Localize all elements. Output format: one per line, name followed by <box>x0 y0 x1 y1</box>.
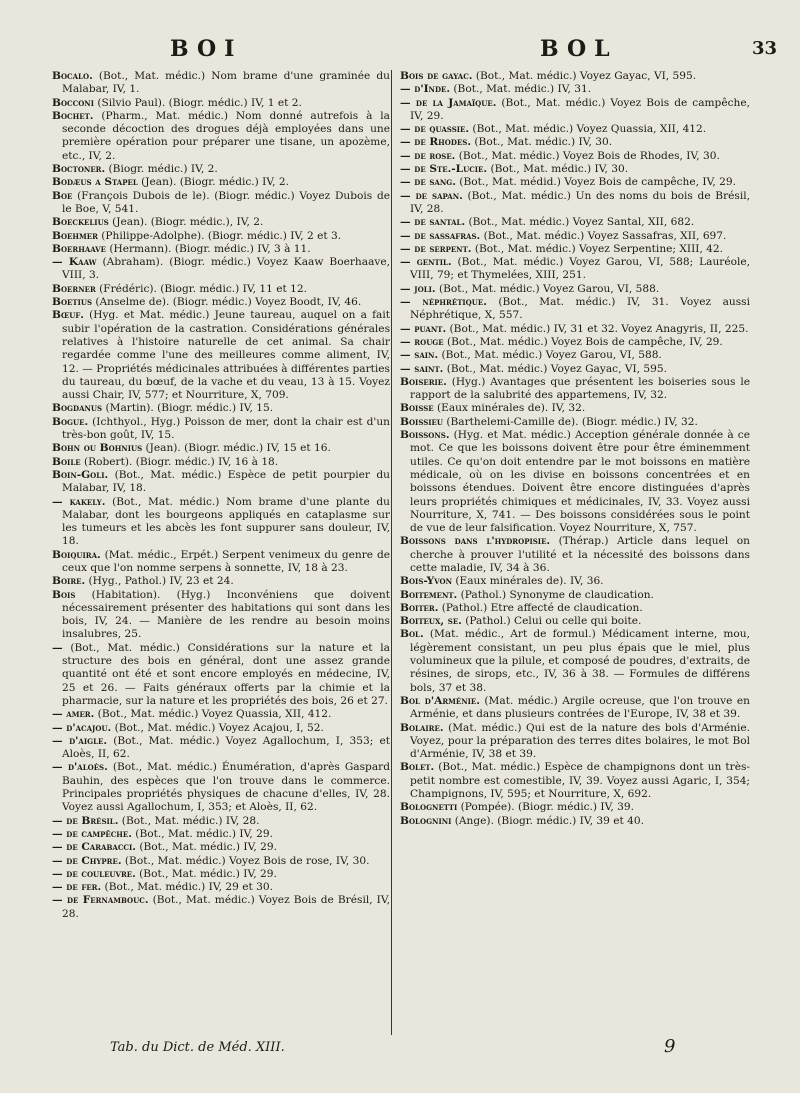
entry-headword: Boctoner. <box>52 163 106 176</box>
entry-text: (Mat. médic., Art de formul.) Médicament interne, mou, légèrement consistant, un peu plus épais que le miel, plus volumineux que la pilule, et composé de poudres, d'extraits, de résines, de sirops, etc., IV, 36 à 38. — Formules de différens bols, 37 et 38. <box>410 628 750 694</box>
entry-headword: Bolognini <box>400 814 452 827</box>
index-entry <box>400 815 750 828</box>
entry-headword: Bol. <box>400 628 424 641</box>
entry-headword: Boissons. <box>400 429 450 442</box>
index-entry <box>52 841 390 854</box>
entry-text: (Pathol.) Etre affecté de claudication. <box>438 601 643 614</box>
entry-text: (Bot., Mat. médic.) Voyez Quassia, XII, 412. <box>469 123 707 136</box>
entry-headword: — saint. <box>400 362 444 375</box>
index-entry <box>400 230 750 243</box>
entry-headword: Bogue. <box>52 415 89 428</box>
entry-headword: Boitement. <box>400 588 458 601</box>
index-entry <box>52 881 390 894</box>
entry-headword: — de sassafras. <box>400 229 481 242</box>
index-entry <box>52 97 390 110</box>
entry-text: (Pathol.) Synonyme de claudication. <box>457 588 654 601</box>
entry-text: (Bot., Mat. médic.) Voyez Sassafras, XII, 697. <box>480 229 727 242</box>
entry-text: (Bot., Mat. médic.) Considérations sur la nature et la structure des bois en général, dont une assez grande quantité ont été et sont encore employés en médecine, IV, 25 et 26. — Faits généraux offerts par la chimie et la pharmacie, sur la nature et les propriétés des bois, 26 et 27. <box>62 641 390 707</box>
index-entry <box>52 110 390 163</box>
index-entry <box>52 828 390 841</box>
entry-headword: — sain. <box>400 349 439 362</box>
entry-headword: — Kaaw <box>52 256 97 269</box>
index-entry <box>52 815 390 828</box>
entry-text: (Bot., Mat. médic.) Voyez Gayac, VI, 595. <box>472 70 697 82</box>
running-head-left: BOI <box>170 36 243 62</box>
entry-headword: — de Brésil. <box>52 814 119 827</box>
index-entry <box>400 615 750 628</box>
index-entry <box>52 402 390 415</box>
entry-headword: — d'aloès. <box>52 761 108 774</box>
index-entry <box>400 83 750 96</box>
entry-headword: Boile <box>52 455 81 468</box>
index-entry <box>400 256 750 283</box>
entry-headword: Boeckelius <box>52 216 109 229</box>
entry-headword: — de santal. <box>400 216 466 229</box>
index-entry <box>400 296 750 323</box>
index-entry <box>400 402 750 415</box>
entry-text: (Bot., Mat. médic.) Nom brame d'une graminée du Malabar, IV, 1. <box>62 70 390 96</box>
entry-headword: Bochet. <box>52 109 94 122</box>
index-entry <box>52 469 390 496</box>
entry-text: (Bot., Mat. médic.) IV, 30. <box>471 136 613 149</box>
entry-headword: Bois <box>52 588 76 601</box>
entry-headword: Boin-Goli. <box>52 468 109 481</box>
entry-headword: Boehmer <box>52 229 98 242</box>
entry-headword: Bocalo. <box>52 70 93 82</box>
entry-headword: Boerhaave <box>52 242 106 255</box>
entry-headword: — de la Jamaïque. <box>400 96 497 109</box>
entry-text: (Pharm., Mat. médic.) Nom donné autrefois à la seconde décoction des drogues déjà employées dans une première opération pour préparer une tisane, un apozème, etc., IV, 2. <box>62 109 390 162</box>
index-entry <box>400 163 750 176</box>
entry-headword: Bodæus a Stapel <box>52 176 138 189</box>
index-entry <box>400 575 750 588</box>
entry-headword: Bohn ou Bohnius <box>52 442 143 455</box>
entry-headword: — de Fernambouc. <box>52 894 149 907</box>
entry-text: (Bot., Mat. médic.) IV, 30. <box>487 163 629 176</box>
index-entry <box>400 136 750 149</box>
entry-text: (Bot., Mat. médic.) IV, 29. <box>135 841 277 854</box>
index-entry <box>52 296 390 309</box>
entry-text: (Bot., Mat. médic.) Voyez Santal, XII, 682. <box>465 216 695 229</box>
index-entry <box>52 549 390 576</box>
entry-text: (Eaux minérales de). IV, 36. <box>451 575 604 588</box>
entry-headword: Boissieu <box>400 415 443 428</box>
entry-headword: — de Ste.-Lucie. <box>400 163 488 176</box>
entry-headword: Bogdanus <box>52 402 103 415</box>
entry-text: (Bot., Mat. médic.) Voyez Garou, VI, 588; Lauréole, VIII, 79; et Thymelées, XIII, 251. <box>410 256 750 282</box>
index-entry <box>52 708 390 721</box>
entry-text: (Philippe-Adolphe). (Biogr. médic.) IV, 2 et 3. <box>97 229 342 242</box>
entry-text: (Bot., Mat. médic.) Un des noms du bois de Brésil, IV, 28. <box>410 189 750 215</box>
entry-text: (Bot., Mat. médic.) Nom brame d'une plante du Malabar, dont les bourgeons appliqués en cataplasme sur les tumeurs et les abcès les font suppurer sans douleur, IV, 18. <box>62 495 391 548</box>
entry-text: (Bot., Mat. médic.) Voyez Bois de rose, IV, 30. <box>121 854 370 867</box>
entry-text: (Hyg.) Avantages que présentent les boiseries sous le rapport de la salubrité des appartemens, IV, 32. <box>410 375 750 402</box>
index-entry <box>400 283 750 296</box>
entry-headword: — d'Inde. <box>400 83 451 96</box>
entry-headword: Boissons dans l'hydropisie. <box>400 535 551 548</box>
entry-headword: Boerner <box>52 282 96 295</box>
entry-headword: — gentil. <box>400 256 452 269</box>
entry-headword: Boe <box>52 189 73 202</box>
entry-text: (Bot., Mat. médic.) IV, 31 et 32. Voyez Anagyris, II, 225. <box>446 322 749 335</box>
entry-headword: — puant. <box>400 322 447 335</box>
entry-text: (Biogr. médic.) IV, 2. <box>105 163 218 176</box>
entry-headword: — kakely. <box>52 495 106 508</box>
entry-headword: — d'acajou. <box>52 721 112 734</box>
entry-text: (Thérap.) Article dans lequel on cherche à prouver l'utilité et la nécessité des boissons dans cette maladie, IV, 34 à 36. <box>410 535 750 574</box>
entry-headword: — joli. <box>400 282 436 295</box>
index-entry <box>52 642 390 708</box>
entry-text: (Bot., Mat. médic.) IV, 29. <box>131 827 273 840</box>
entry-headword: Bocconi <box>52 96 94 109</box>
entry-text: (Bot., Mat. médic.) Énumération, d'après Gaspard Bauhin, des espèces que l'on trouve dans le commerce. Principales propriétés physiques de chacune d'elles, IV, 28. Voyez aussi Agallochum, I, 353; et Aloès, II, 62. <box>62 761 390 814</box>
entry-text: (Mat. médic.) Argile ocreuse, que l'on trouve en Arménie, et dans plusieurs contrées de l'Europe, IV, 38 et 39. <box>410 694 750 721</box>
entry-headword: — de Carabacci. <box>52 841 136 854</box>
entry-text: (Ichthyol., Hyg.) Poisson de mer, dont la chair est d'un très-bon goût, IV, 15. <box>62 415 390 442</box>
index-entry <box>52 70 390 97</box>
index-entry <box>400 801 750 814</box>
index-entry <box>52 243 390 256</box>
running-head-right: BOL <box>540 36 618 62</box>
entry-text: (Martin). (Biogr. médic.) IV, 15. <box>102 402 274 415</box>
entry-headword: Boiserie. <box>400 375 447 388</box>
page-number: 33 <box>752 38 778 59</box>
index-entry <box>52 894 390 921</box>
entry-headword: Boiter. <box>400 601 439 614</box>
index-entry <box>52 216 390 229</box>
index-entry <box>400 349 750 362</box>
entry-headword: — de Chypre. <box>52 854 122 867</box>
index-entry <box>52 416 390 443</box>
signature-mark: 9 <box>664 1036 676 1057</box>
entry-text: (Bot., Mat. médic.) IV, 31. <box>450 83 592 96</box>
index-entry <box>400 363 750 376</box>
entry-text: (Bot., Mat. médic.) IV, 29 et 30. <box>101 881 273 894</box>
entry-text: (Silvio Paul). (Biogr. médic.) IV, 1 et 2. <box>93 96 302 109</box>
index-entry <box>52 868 390 881</box>
entry-text: (Bot., Mat. médic.) Voyez Bois de campêche, IV, 29. <box>443 335 723 348</box>
entry-headword: Boiquira. <box>52 548 101 561</box>
entry-text: (Bot., Mat. médid.) Voyez Bois de campêche, IV, 29. <box>455 176 736 189</box>
index-entry <box>400 70 750 83</box>
entry-text: (Bot., Mat. médic.) Espèce de petit pourpier du Malabar, IV, 18. <box>62 468 390 495</box>
index-entry <box>52 761 390 814</box>
entry-headword: Boetius <box>52 296 93 309</box>
entry-text: (Bot., Mat. médic.) Voyez Bois de Brésil, IV, 28. <box>62 894 390 920</box>
entry-headword: — rouge <box>400 335 444 348</box>
entry-text: (Pompée). (Biogr. médic.) IV, 39. <box>457 801 634 814</box>
entry-text: (Robert). (Biogr. médic.) IV, 16 à 18. <box>80 455 279 468</box>
entry-text: (Hyg., Pathol.) IV, 23 et 24. <box>85 575 234 588</box>
entry-headword: — d'aigle. <box>52 734 108 747</box>
entry-text: (Bot., Mat. médic.) Voyez Agallochum, I, 353; et Aloès, II, 62. <box>62 734 390 761</box>
index-entry <box>400 589 750 602</box>
entry-headword: Bois de gayac. <box>400 70 473 82</box>
index-entry <box>400 323 750 336</box>
entry-text: (Bot., Mat. médic.) Voyez Acajou, I, 52. <box>111 721 324 734</box>
index-entry <box>52 456 390 469</box>
index-entry <box>400 376 750 403</box>
index-entry <box>400 602 750 615</box>
entry-headword: Boiteux, se. <box>400 615 462 628</box>
index-entry <box>52 176 390 189</box>
index-entry <box>400 336 750 349</box>
entry-headword: — de Rhodes. <box>400 136 472 149</box>
entry-text: (Mat. médic.) Qui est de la nature des bols d'Arménie. Voyez, pour la préparation des terres dites bolaires, le mot Bol d'Arménie, IV, 38 et 39. <box>410 721 750 761</box>
index-entry <box>400 695 750 722</box>
index-entry <box>52 722 390 735</box>
index-entry <box>52 283 390 296</box>
entry-headword: — de campêche. <box>52 827 132 840</box>
entry-text: (Anselme de). (Biogr. médic.) Voyez Boodt, IV, 46. <box>92 296 362 309</box>
left-column <box>52 70 390 921</box>
entry-headword: — <box>52 641 63 654</box>
index-entry <box>400 150 750 163</box>
entry-text: (Eaux minérales de). IV, 32. <box>433 402 586 415</box>
entry-text: (Bot., Mat. médic.) Voyez Bois de campêche, IV, 29. <box>410 96 750 122</box>
index-entry <box>52 190 390 217</box>
entry-text: (Abraham). (Biogr. médic.) Voyez Kaaw Boerhaave, VIII, 3. <box>62 256 391 282</box>
entry-text: (Bot., Mat. médic.) IV, 29. <box>135 867 277 880</box>
entry-headword: Bois-Yvon <box>400 575 452 588</box>
index-entry <box>400 216 750 229</box>
entry-text: (Frédéric). (Biogr. médic.) IV, 11 et 12. <box>95 282 307 295</box>
entry-headword: Bol d'Arménie. <box>400 694 480 707</box>
entry-text: (François Dubois de le). (Biogr. médic.) Voyez Dubois de le Boe, V, 541. <box>62 189 390 215</box>
entry-text: (Bot., Mat. médic.) Voyez Serpentine; XIII, 42. <box>471 242 724 255</box>
entry-text: (Habitation). (Hyg.) Inconvéniens que doivent nécessairement présenter des habitations qui sont dans les bois, IV, 24. — Manière de les rendre au besoin moins insalubres, 25. <box>62 588 390 641</box>
entry-text: (Bot., Mat. médic.) Voyez Gayac, VI, 595. <box>443 362 667 375</box>
entry-text: (Ange). (Biogr. médic.) IV, 39 et 40. <box>451 814 644 827</box>
entry-headword: — amer. <box>52 708 95 721</box>
index-entry <box>400 190 750 217</box>
index-entry <box>400 176 750 189</box>
entry-headword: Bolet. <box>400 761 435 774</box>
entry-headword: — de quassie. <box>400 123 470 136</box>
index-entry <box>400 761 750 801</box>
entry-text: (Hermann). (Biogr. médic.) IV, 3 à 11. <box>105 242 311 255</box>
entry-headword: Bolaire. <box>400 721 444 734</box>
entry-text: (Bot., Mat. médic.) Voyez Garou, VI, 588. <box>438 349 662 362</box>
entry-headword: Bolognetti <box>400 801 458 814</box>
entry-text: (Barthelemi-Camille de). (Biogr. médic.) IV, 32. <box>443 415 698 428</box>
entry-text: (Bot., Mat. médic.) IV, 31. Voyez aussi Néphrétique, X, 557. <box>410 296 750 322</box>
entry-headword: — de fer. <box>52 881 102 894</box>
entry-text: (Bot., Mat. médic.) Voyez Bois de Rhodes, IV, 30. <box>455 149 720 162</box>
entry-text: (Bot., Mat. médic.) Voyez Quassia, XII, 412. <box>94 708 332 721</box>
index-entry <box>400 243 750 256</box>
index-entry <box>400 123 750 136</box>
entry-headword: Boisse <box>400 402 434 415</box>
index-entry <box>52 230 390 243</box>
entry-text: (Mat. médic., Erpét.) Serpent venimeux du genre de ceux que l'on nomme serpens à sonnette, IV, 18 à 23. <box>62 548 390 574</box>
index-entry <box>52 855 390 868</box>
column-divider <box>391 70 392 1035</box>
entry-text: (Bot., Mat. médic.) Espèce de champignons dont un très-petit nombre est comestible, IV, 39. Voyez aussi Agaric, I, 354; Champignons, IV, 595; et Nourriture, X, 692. <box>410 761 750 801</box>
index-entry <box>52 442 390 455</box>
entry-text: (Jean). (Biogr. médic.), IV, 2. <box>108 216 264 229</box>
entry-text: (Hyg. et Mat. médic.) Acception générale donnée à ce mot. Ce que les boissons doivent être pour être éminemment utiles. Ce qu'on doit entendre par le mot boissons en matière médicale, où on les divise en boissons concentrées et en boissons étendues. Doivent être encore distinguées d'après leurs propriétés chimiques et médicinales, IV, 33. Voyez aussi Nourriture, X, 741. — Des boissons considérées sous le point de vue de leur falsification. Voyez Nourriture, X, 757. <box>410 429 750 535</box>
entry-headword: — de serpent. <box>400 242 472 255</box>
index-entry <box>52 256 390 283</box>
index-entry <box>52 575 390 588</box>
entry-text: (Hyg. et Mat. médic.) Jeune taureau, auquel on a fait subir l'opération de la castration. Considérations générales relatives à l'histoire naturelle de cet animal. Sa chair regardée comme l'une des meilleures comme aliment, IV, 12. — Propriétés médicinales attribuées à différentes parties du taureau, du bœuf, de la vache et du veau, 13 à 15. Voyez aussi Chair, IV, 577; et Nourriture, X, 709. <box>62 309 390 402</box>
index-entry <box>52 589 390 642</box>
entry-headword: Boire. <box>52 575 86 588</box>
entry-headword: — de rose. <box>400 149 456 162</box>
index-entry <box>400 628 750 694</box>
index-entry <box>400 429 750 535</box>
index-entry <box>52 309 390 402</box>
index-entry <box>400 722 750 762</box>
index-entry <box>52 735 390 762</box>
entry-headword: — de sapan. <box>400 189 463 202</box>
entry-headword: — néphrétique. <box>400 296 487 309</box>
right-column <box>400 70 750 828</box>
index-entry <box>400 416 750 429</box>
entry-headword: — de couleuvre. <box>52 867 136 880</box>
index-entry <box>52 163 390 176</box>
entry-text: (Jean). (Biogr. médic.) IV, 15 et 16. <box>142 442 331 455</box>
entry-text: (Pathol.) Celui ou celle qui boite. <box>461 615 642 628</box>
index-entry <box>400 97 750 124</box>
entry-text: (Bot., Mat. médic.) Voyez Garou, VI, 588. <box>435 282 660 295</box>
entry-text: (Bot., Mat. médic.) IV, 28. <box>118 814 260 827</box>
entry-text: (Jean). (Biogr. médic.) IV, 2. <box>137 176 289 189</box>
entry-headword: — de sang. <box>400 176 456 189</box>
index-entry <box>52 496 390 549</box>
footer-text: Tab. du Dict. de Méd. XIII. <box>110 1040 285 1055</box>
index-entry <box>400 535 750 575</box>
entry-headword: Bœuf. <box>52 309 84 322</box>
